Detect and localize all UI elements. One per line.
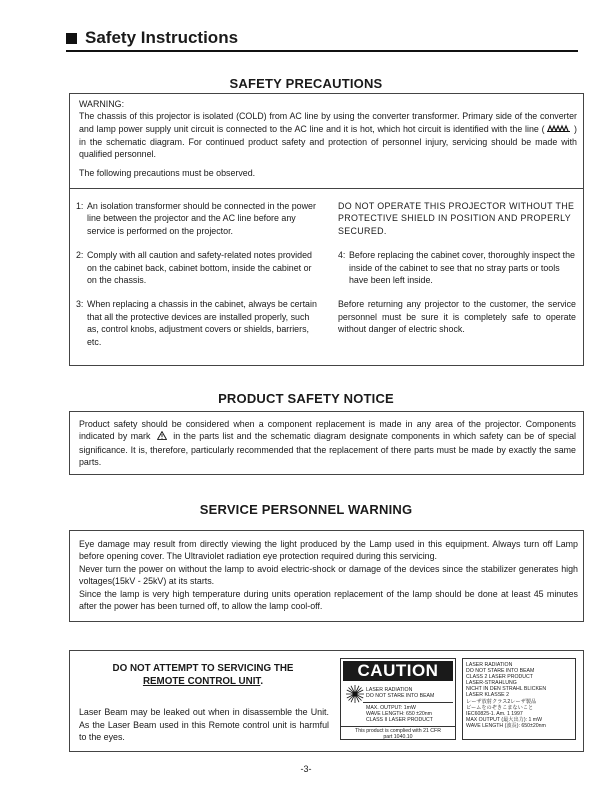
remote-control-text: Laser Beam may be leaked out when in disassemble the Unit. As the Laser Beam used in this Remote control unit is harmful to the eyes.	[79, 707, 329, 742]
precautions-right-column	[338, 200, 576, 336]
list-item: 1: An isolation transformer should be connected in the power line between the projector and the AC line before any service is performed on the projector.	[76, 201, 316, 236]
safety-precautions-box	[69, 93, 584, 366]
remote-control-box	[69, 650, 584, 752]
caution-compliance: This product is complied with 21 CFR part 1040.10	[355, 728, 441, 741]
safety-precautions-title: SAFETY PRECAUTIONS	[229, 76, 383, 91]
returning-note: Before returning any projector to the customer, the service personnel must be sure it is completely safe to operate without danger of electric shock.	[338, 299, 576, 335]
caution-title: CAUTION	[343, 661, 453, 681]
service-warning-paragraph: Since the lamp is very high temperature during units operation replacement of the lamp should be done at least 45 minutes after the power has been turned off, to allow the lamp cool-off.	[79, 588, 578, 612]
shield-warning: DO NOT OPERATE THIS PROJECTOR WITHOUT THE PROTECTIVE SHIELD IN POSITION AND PROPERLY SECURED.	[338, 201, 575, 236]
precautions-left-column	[76, 200, 319, 348]
laser-radiation-label	[462, 658, 576, 740]
hot-line-symbol-icon	[547, 123, 571, 135]
precautions-intro: The following precautions must be observed.	[79, 168, 256, 179]
warning-text: The chassis of this projector is isolated (COLD) from AC line by using the converter transformer. Primary side of the converter and lamp power supply unit circuit is connected to the AC line and it is hot, which hot circuit is identified with the line ( ) in the schematic diagram. For continued product safety and protection of personnel injury, servicing should be made with qualified personnel.	[79, 111, 577, 160]
caution-specs: MAX. OUTPUT: 1mW WAVE LENGTH: 650 ±20nm CLASS II LASER PRODUCT	[366, 705, 433, 724]
list-item: 3: When replacing a chassis in the cabinet, always be certain that all the protective devices are installed properly, such as, control knobs, adjustment covers or shields, barriers, etc.	[76, 299, 317, 347]
divider	[341, 726, 455, 727]
warning-block	[79, 98, 577, 180]
product-safety-box	[69, 411, 584, 475]
laser-radiation-lines: LASER RADIATION DO NOT STARE INTO BEAM CLASS 2 LASER PRODUCT LASER-STRAHLUNG NICHT IN DEN STRAHL BLICKEN LASER KLASSE 2 レーザ放射クラス2レーザ製品 ビームをのぞきこまないこと IEC60825-1. Am. 1 1997 MAX OUTPUT (最大出力): 1 mW WAVE LENGTH (波長): 650±20nm	[466, 662, 547, 729]
service-warning-paragraph: Never turn the power on without the lamp to avoid electric-shock or damage of the devices since the stabilizer generates high voltages(15kV - 25kV) at its starts.	[79, 563, 578, 587]
remote-control-heading: DO NOT ATTEMPT TO SERVICING THE REMOTE CONTROL UNIT.	[112, 663, 294, 687]
warning-triangle-icon	[157, 431, 167, 443]
product-safety-text: Product safety should be considered when a component replacement is made in any area of the projector. Components indicated by mark in the parts list and the schematic diagram designate components in which safety can be of special significance. It is, therefore, particularly recommended that the replacement of there parts must be made by exactly the same parts.	[79, 419, 576, 468]
header-rule	[66, 50, 578, 52]
square-bullet-icon	[66, 33, 77, 44]
caution-label	[340, 658, 456, 740]
list-item: 4: Before replacing the cabinet cover, thoroughly inspect the inside of the cabinet to see that no stray parts or tools have been left inside.	[338, 250, 575, 286]
warning-label: WARNING:	[79, 99, 125, 109]
service-warning-box	[69, 530, 584, 622]
page-number: -3-	[300, 764, 312, 774]
divider	[363, 702, 453, 703]
divider	[70, 188, 583, 189]
page-title	[66, 28, 238, 48]
product-safety-title: PRODUCT SAFETY NOTICE	[218, 391, 394, 406]
service-warning-paragraph: Eye damage may result from directly viewing the light produced by the Lamp used in this equipment. Always turn off Lamp before opening cover. The Ultraviolet radiation eye protection required during this servicing.	[79, 539, 578, 562]
service-warning-title: SERVICE PERSONNEL WARNING	[199, 502, 413, 517]
laser-starburst-icon	[346, 685, 364, 708]
page-title-text: Safety Instructions	[85, 28, 239, 47]
service-warning-text	[79, 538, 578, 612]
list-item: 2: Comply with all caution and safety-related notes provided on the cabinet back, cabinet bottom, inside the cabinet or on the chassis.	[76, 250, 312, 286]
caution-left-lines: LASER RADIATION DO NOT STARE INTO BEAM	[366, 687, 435, 700]
